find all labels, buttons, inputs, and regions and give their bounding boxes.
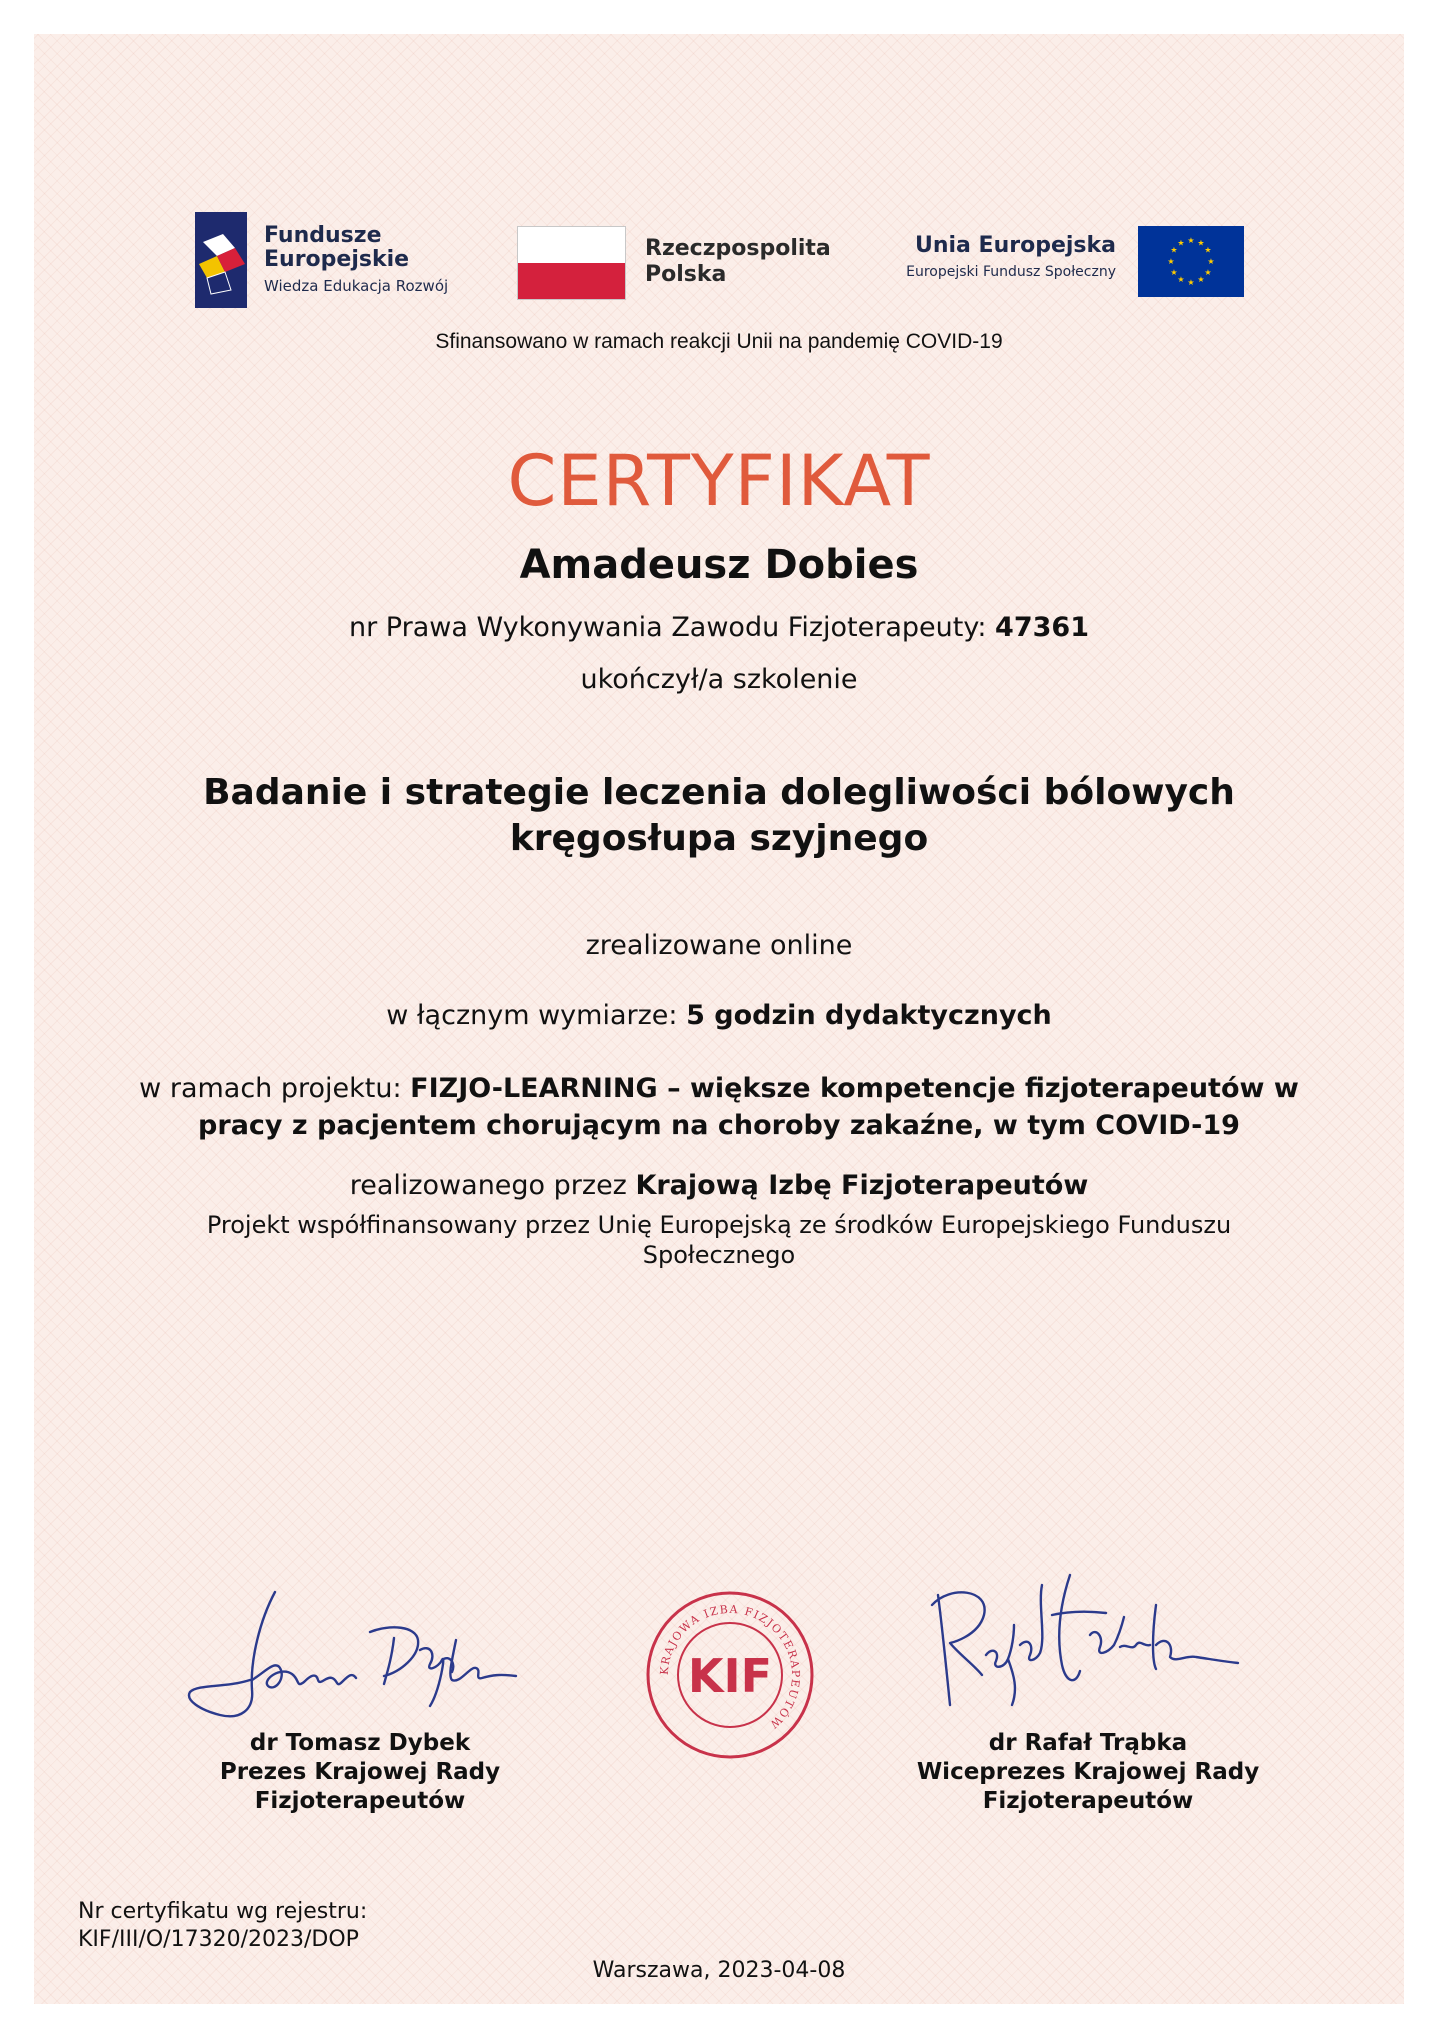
svg-text:★: ★ (1204, 245, 1212, 255)
svg-text:★: ★ (1187, 236, 1195, 245)
completed-text: ukończył/a szkolenie (580, 664, 858, 695)
pl-line2: Polska (645, 262, 727, 287)
project-line2 (0, 1107, 1438, 1144)
eu-line1: Unia Europejska (914, 233, 1116, 258)
hours-line (0, 1000, 1438, 1031)
svg-text:★: ★ (1197, 275, 1205, 284)
fe-line1: Fundusze (264, 223, 382, 248)
signatory-2-role2: Fizjoterapeutów (982, 1788, 1194, 1814)
project-label: w ramach projektu: (139, 1073, 411, 1104)
registry-value: KIF/III/O/17320/2023/DOP (78, 1927, 359, 1952)
hours-label: w łącznym wymiarze: (386, 1000, 687, 1031)
implementer-name: Krajową Izbę Fizjoterapeutów (635, 1170, 1089, 1201)
stamp-logo-text: KIF (687, 1649, 773, 1703)
eu-text (880, 233, 1116, 280)
hours-value: 5 godzin dydaktycznych (686, 1000, 1052, 1031)
fe-line2: Europejskie (264, 247, 410, 272)
pl-line1: Rzeczpospolita (645, 236, 831, 261)
project-name-line1: FIZJO-LEARNING – większe kompetencje fizjoterapeutów w (410, 1073, 1299, 1104)
stamp-ring-text: KRAJOWA IZBA FIZJOTERAPEUTÓW (657, 1602, 803, 1732)
cofinancing-line2: Społecznego (642, 1241, 796, 1269)
signatory-1-role1: Prezes Krajowej Rady (219, 1759, 501, 1785)
project-line1 (0, 1070, 1438, 1107)
license-label: nr Prawa Wykonywania Zawodu Fizjoterapeuty: (349, 612, 996, 643)
course-title (0, 770, 1438, 862)
eu-line2: Europejski Fundusz Społeczny (906, 264, 1116, 280)
license-line (0, 612, 1438, 643)
svg-text:★: ★ (1170, 245, 1178, 255)
svg-text:★: ★ (1167, 257, 1175, 266)
registry-label: Nr certyfikatu wg rejestru: (78, 1899, 368, 1924)
signatory-2-name: dr Rafał Trąbka (988, 1730, 1188, 1756)
project-name-line2: pracy z pacjentem chorującym na choroby zakaźne, w tym COVID-19 (198, 1110, 1240, 1141)
svg-text:★: ★ (1187, 278, 1195, 287)
registry-number (78, 1898, 367, 1954)
svg-text:★: ★ (1177, 275, 1185, 284)
signatory-1-name: dr Tomasz Dybek (249, 1730, 471, 1756)
certificate-title: CERTYFIKAT (507, 440, 931, 522)
rzeczpospolita-polska-text (645, 236, 831, 288)
project-line (0, 1070, 1438, 1144)
svg-text:★: ★ (1170, 268, 1178, 277)
implementer-label: realizowanego przez (349, 1170, 636, 1201)
place-date: Warszawa, 2023-04-08 (592, 1958, 846, 1983)
eu-flag (1138, 226, 1244, 297)
course-title-line1: Badanie i strategie leczenia dolegliwości bólowych (203, 772, 1235, 813)
signature-tomasz-dybek (180, 1580, 530, 1734)
license-number: 47361 (995, 612, 1089, 643)
polish-flag (517, 226, 626, 300)
svg-text:★: ★ (1177, 238, 1185, 248)
svg-text:★: ★ (1204, 268, 1212, 277)
course-title-line2: kręgosłupa szyjnego (509, 818, 929, 859)
cofinancing-note (0, 1210, 1438, 1270)
fundusze-europejskie-logo (195, 212, 247, 312)
delivery-mode: zrealizowane online (585, 930, 853, 961)
cofinancing-line1: Projekt współfinansowany przez Unię Europejską ze środków Europejskiego Funduszu (206, 1211, 1232, 1239)
svg-text:★: ★ (1207, 257, 1215, 266)
fundusze-europejskie-text (264, 224, 448, 298)
kif-stamp (645, 1590, 815, 1764)
funding-note: Sfinansowano w ramach reakcji Unii na pandemię COVID-19 (435, 330, 1003, 353)
implementer-line (0, 1170, 1438, 1201)
signatory-1 (140, 1729, 580, 1816)
fe-line3: Wiedza Edukacja Rozwój (264, 277, 449, 295)
signature-rafal-trabka (920, 1565, 1250, 1729)
recipient-name: Amadeusz Dobies (519, 542, 919, 588)
signatory-2 (868, 1729, 1308, 1816)
svg-text:★: ★ (1197, 238, 1205, 248)
signatory-1-role2: Fizjoterapeutów (254, 1788, 466, 1814)
signatory-2-role1: Wiceprezes Krajowej Rady (916, 1759, 1260, 1785)
